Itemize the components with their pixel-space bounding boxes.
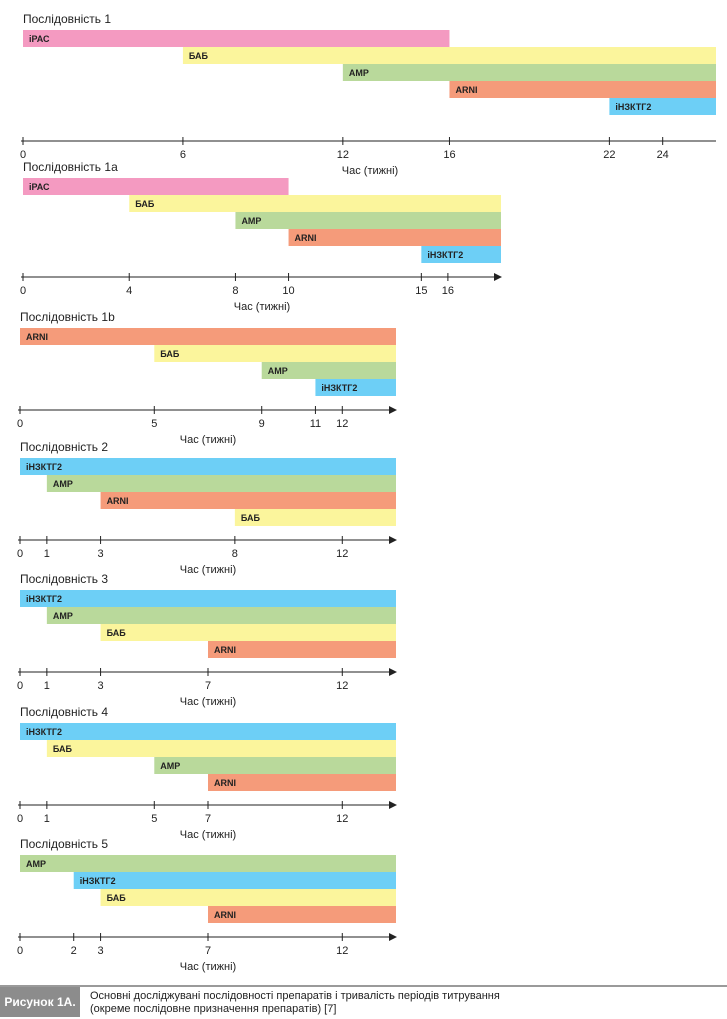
- bar-label: АМР: [52, 611, 73, 621]
- x-tick-label: 12: [336, 149, 349, 161]
- bar-label: БАБ: [160, 349, 180, 359]
- chart-5: [17, 572, 396, 708]
- bar-label: БАБ: [106, 893, 126, 903]
- chart-7: [17, 837, 396, 973]
- chart-title: Послідовність 1: [23, 12, 112, 26]
- bar-іНЗКТГ2: [20, 458, 396, 475]
- bar-label: АМР: [241, 216, 262, 226]
- bar-ARNI: [101, 492, 396, 509]
- x-tick-label: 8: [232, 285, 239, 297]
- bar-label: ARNI: [214, 645, 236, 655]
- x-tick-label: 0: [16, 813, 24, 825]
- chart-4: [17, 440, 396, 576]
- x-axis-label: Час (тижні): [179, 564, 237, 576]
- bar-label: ARNI: [26, 332, 48, 342]
- bar-label: іРАС: [29, 182, 50, 192]
- bar-АМР: [47, 607, 396, 624]
- x-tick-label: 1: [43, 813, 50, 825]
- bar-iPAC: [23, 178, 289, 195]
- chart-3: [17, 310, 396, 446]
- bar-іНЗКТГ2: [20, 723, 396, 740]
- x-axis-label: Час (тижні): [179, 434, 237, 446]
- x-tick-label: 16: [443, 149, 456, 161]
- chart-title: Послідовність 2: [20, 440, 109, 454]
- x-tick-label: 4: [126, 285, 133, 297]
- x-tick-label: 9: [258, 418, 265, 430]
- bar-label: іНЗКТГ2: [26, 727, 62, 737]
- bar-іНЗКТГ2: [20, 590, 396, 607]
- bar-АМР: [343, 64, 716, 81]
- bar-АМР: [20, 855, 396, 872]
- bar-iPAC: [23, 30, 449, 47]
- x-tick-label: 1: [43, 548, 50, 560]
- bar-label: іНЗКТГ2: [427, 250, 464, 260]
- x-axis-label: Час (тижні): [233, 301, 291, 313]
- bar-ARNI: [208, 906, 396, 923]
- x-tick-label: 6: [179, 149, 186, 161]
- x-tick-label: 5: [151, 418, 158, 430]
- chart-title: Послідовність 4: [20, 705, 109, 719]
- bar-label: іНЗКТГ2: [26, 462, 62, 472]
- bar-БАБ: [183, 47, 716, 64]
- x-tick-label: 7: [204, 680, 212, 692]
- bar-АМР: [154, 757, 396, 774]
- caption-line-2: (окреме послідовне призначення препаратів) [7]: [90, 1003, 337, 1015]
- bar-іНЗКТГ2: [74, 872, 396, 889]
- bar-label: БАБ: [240, 513, 260, 523]
- bar-БАБ: [101, 624, 396, 641]
- x-axis-label: Час (тижні): [179, 829, 237, 841]
- x-axis-label: Час (тижні): [179, 696, 237, 708]
- bar-label: АМР: [52, 479, 73, 489]
- x-tick-label: 22: [603, 149, 616, 161]
- bar-label: іНЗКТГ2: [615, 102, 652, 112]
- chart-title: Послідовність 3: [20, 572, 109, 586]
- x-tick-label: 3: [97, 548, 104, 560]
- x-tick-label: 5: [151, 813, 158, 825]
- bar-label: ARNI: [455, 85, 478, 95]
- x-tick-label: 3: [97, 945, 104, 957]
- x-tick-label: 12: [336, 813, 349, 825]
- chart-title: Послідовність 5: [20, 837, 109, 851]
- x-tick-label: 7: [204, 813, 212, 825]
- x-tick-label: 16: [441, 285, 455, 297]
- x-axis-label: Час (тижні): [341, 165, 399, 177]
- bar-ARNI: [208, 774, 396, 791]
- x-tick-label: 12: [336, 418, 349, 430]
- x-tick-label: 1: [43, 680, 50, 692]
- bar-label: БАБ: [188, 51, 209, 61]
- bar-label: ARNI: [214, 910, 236, 920]
- bar-ARNI: [449, 81, 716, 98]
- bar-label: іНЗКТГ2: [79, 876, 116, 886]
- bar-ARNI: [208, 641, 396, 658]
- bar-label: АМР: [348, 68, 369, 78]
- bar-ARNI: [289, 229, 501, 246]
- bar-label: ARNI: [294, 233, 317, 243]
- x-tick-label: 0: [16, 945, 24, 957]
- bar-label: АМР: [267, 366, 288, 376]
- caption-line-1: Основні досліджувані послідовності препаратів і тривалість періодів титрування: [90, 990, 500, 1002]
- x-tick-label: 24: [656, 149, 669, 161]
- x-tick-label: 0: [19, 149, 27, 161]
- figure-label: Рисунок 1А.: [0, 987, 80, 1017]
- bar-БАБ: [129, 195, 501, 212]
- x-tick-label: 7: [204, 945, 212, 957]
- bar-АМР: [47, 475, 396, 492]
- bar-БАБ: [47, 740, 396, 757]
- chart-6: [17, 705, 396, 841]
- x-tick-label: 12: [336, 945, 349, 957]
- x-tick-label: 0: [16, 418, 24, 430]
- chart-title: Послідовність 1b: [20, 310, 115, 324]
- bar-БАБ: [154, 345, 396, 362]
- x-tick-label: 8: [231, 548, 238, 560]
- bar-БАБ: [101, 889, 396, 906]
- x-tick-label: 0: [19, 285, 27, 297]
- bar-label: іНЗКТГ2: [26, 594, 62, 604]
- x-tick-label: 11: [309, 418, 322, 430]
- x-tick-label: 12: [336, 548, 349, 560]
- x-tick-label: 3: [97, 680, 104, 692]
- bar-label: БАБ: [52, 744, 72, 754]
- bar-label: іРАС: [29, 34, 50, 44]
- x-axis-label: Час (тижні): [179, 961, 237, 973]
- figure-caption: [90, 990, 720, 1016]
- bar-label: БАБ: [106, 628, 126, 638]
- bar-label: АМР: [26, 859, 46, 869]
- bar-label: ARNI: [106, 496, 129, 506]
- chart-1: [20, 12, 716, 177]
- bar-label: БАБ: [135, 199, 155, 209]
- bar-label: ARNI: [214, 778, 236, 788]
- x-tick-label: 0: [16, 548, 24, 560]
- x-tick-label: 10: [282, 285, 295, 297]
- bar-label: АМР: [160, 761, 181, 771]
- x-tick-label: 12: [336, 680, 349, 692]
- chart-title: Послідовність 1a: [23, 160, 118, 174]
- bar-label: іНЗКТГ2: [321, 383, 358, 393]
- x-tick-label: 0: [16, 680, 24, 692]
- bar-АМР: [235, 212, 501, 229]
- x-tick-label: 15: [415, 285, 428, 297]
- chart-2: [20, 160, 501, 313]
- bar-ARNI: [20, 328, 396, 345]
- x-tick-label: 2: [70, 945, 77, 957]
